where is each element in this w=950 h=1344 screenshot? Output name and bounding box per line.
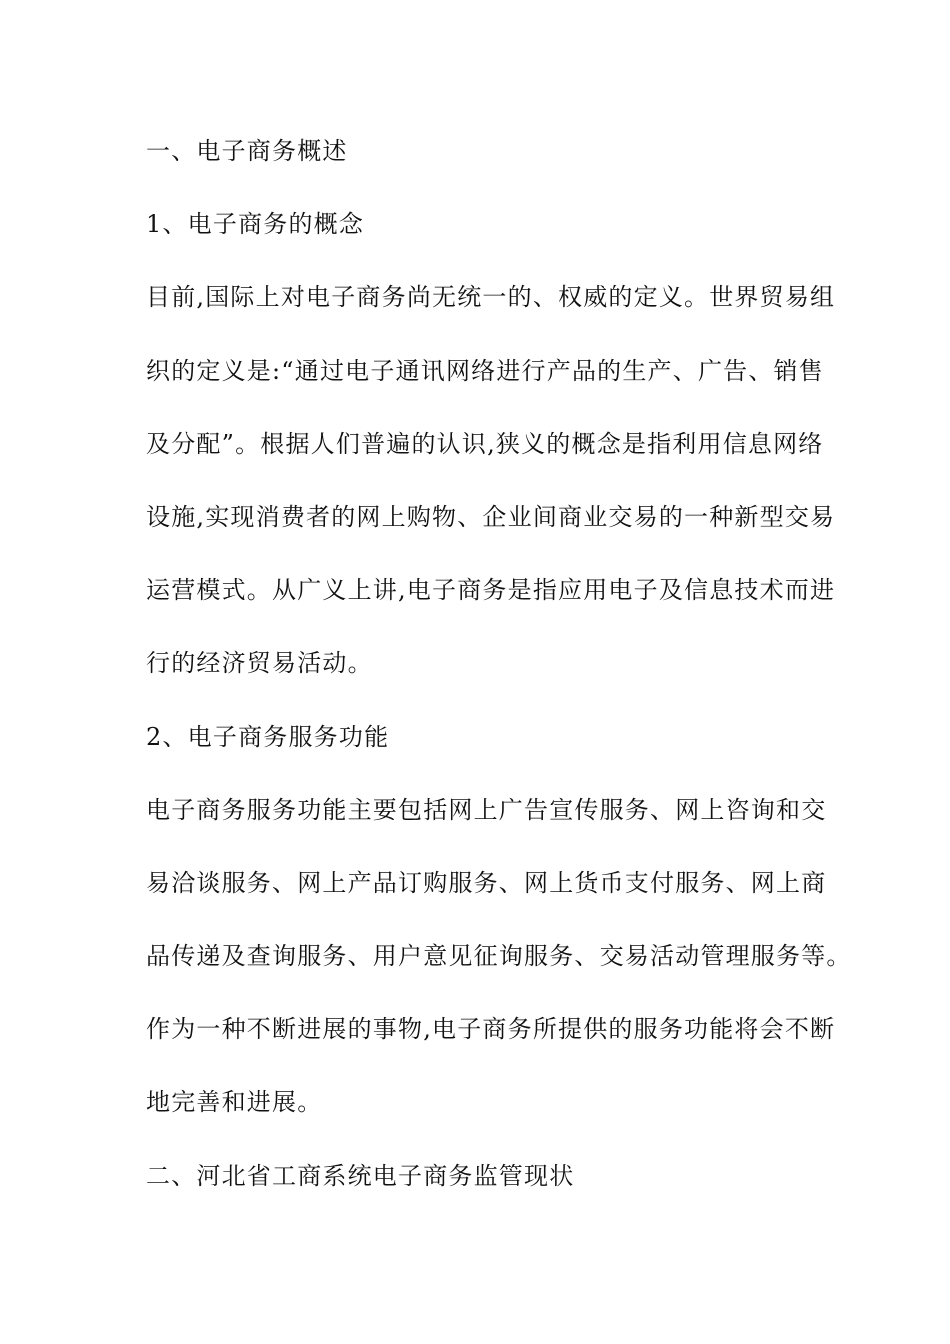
subsection-heading-concept: 1、电子商务的概念 (146, 210, 365, 239)
paragraph-line: 及分配”。根据人们普遍的认识,狭义的概念是指利用信息网络 (146, 429, 824, 458)
document-body (146, 133, 852, 1231)
paragraph-line: 运营模式。从广义上讲,电子商务是指应用电子及信息技术而进 (146, 576, 836, 605)
paragraph-line: 设施,实现消费者的网上购物、企业间商业交易的一种新型交易 (146, 502, 836, 531)
paragraph-line: 作为一种不断进展的事物,电子商务所提供的服务功能将会不断 (146, 1015, 836, 1044)
section-heading-overview: 一、电子商务概述 (146, 137, 348, 165)
paragraph-line: 品传递及查询服务、用户意见征询服务、交易活动管理服务等。 (146, 942, 852, 971)
paragraph-line: 目前,国际上对电子商务尚无统一的、权威的定义。世界贸易组 (146, 283, 836, 312)
paragraph-line: 行的经济贸易活动。 (146, 649, 373, 678)
paragraph-line: 地完善和进展。 (146, 1088, 323, 1117)
paragraph-service-functions (146, 792, 852, 1121)
subsection-heading-service-functions: 2、电子商务服务功能 (146, 722, 390, 751)
section-heading-supervision-status: 二、河北省工商系统电子商务监管现状 (146, 1161, 575, 1190)
paragraph-concept (146, 279, 836, 681)
paragraph-line: 织的定义是:“通过电子通讯网络进行产品的生产、广告、销售 (146, 356, 824, 385)
paragraph-line: 电子商务服务功能主要包括网上广告宣传服务、网上咨询和交 (146, 795, 827, 824)
paragraph-line: 易洽谈服务、网上产品订购服务、网上货币支付服务、网上商 (146, 868, 827, 897)
